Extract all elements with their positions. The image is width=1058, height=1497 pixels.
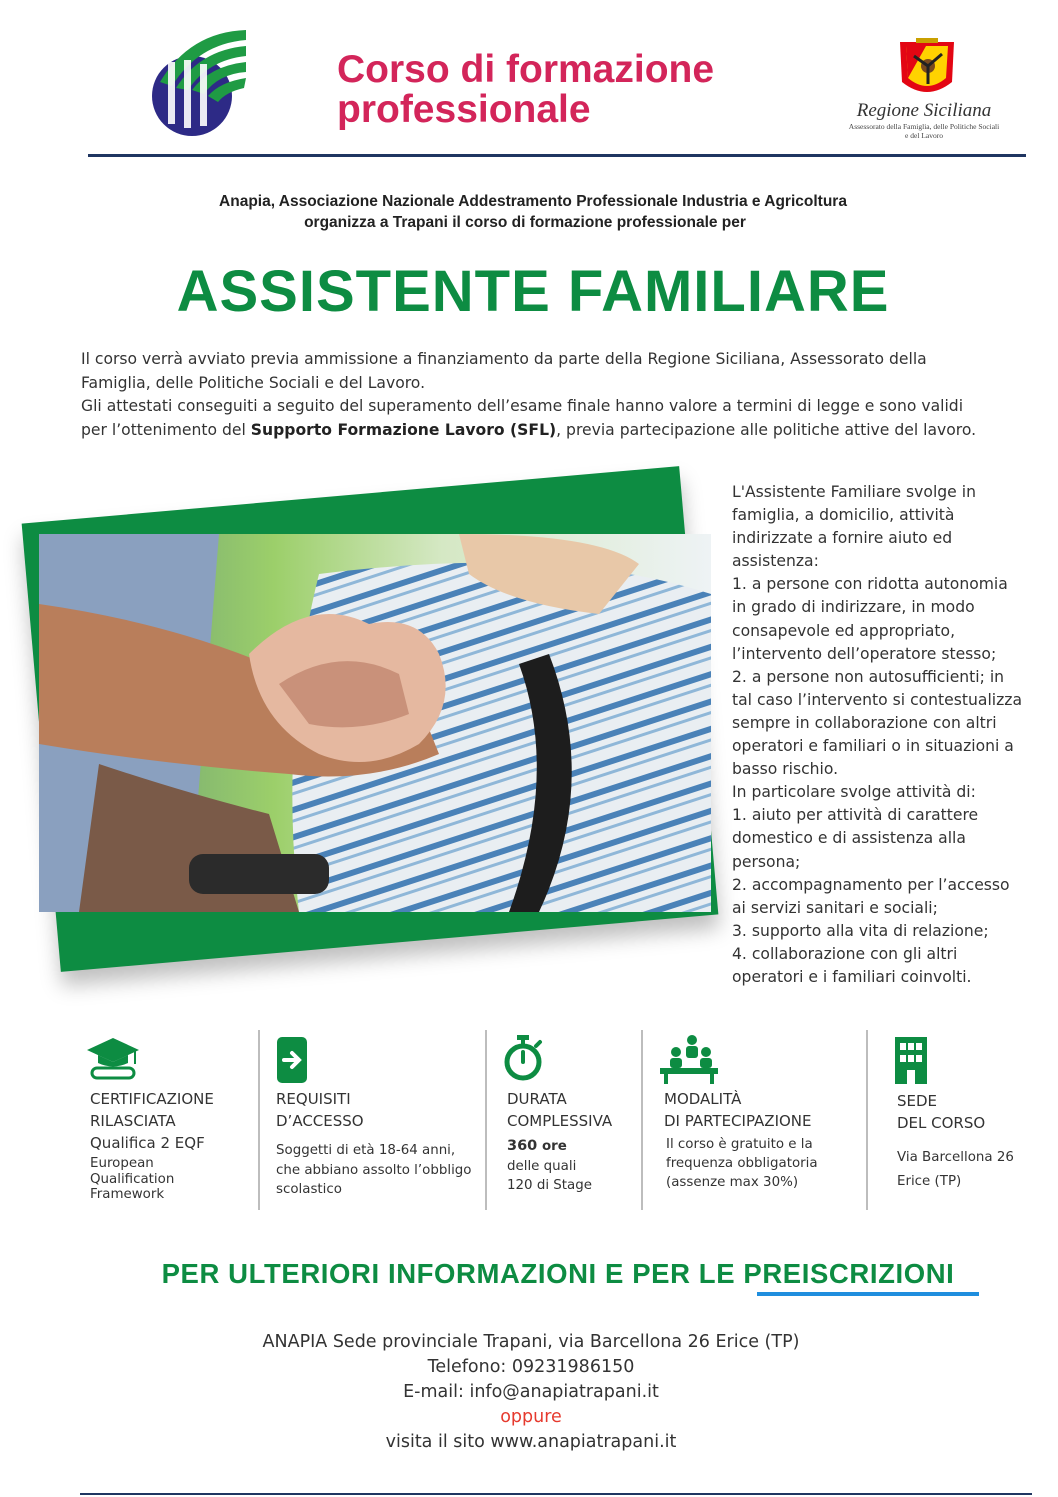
dur-hours-value: 360 <box>507 1138 538 1154</box>
building-icon <box>894 1036 928 1084</box>
req-detail <box>276 1141 472 1200</box>
dur-hours <box>507 1137 592 1157</box>
description-line: famiglia, a domicilio, attività <box>732 506 955 525</box>
cert-heading <box>90 1088 214 1154</box>
arrow-right-icon <box>276 1036 308 1084</box>
cert-detail-line: Framework <box>90 1187 165 1202</box>
preiscrizioni-underline <box>757 1292 979 1296</box>
description-line: 2. a persone non autosufficienti; in <box>732 667 1005 686</box>
description-line: ai servizi sanitari e sociali; <box>732 898 938 917</box>
description-line: indirizzate a fornire aiuto ed <box>732 529 953 548</box>
dur-heading-line: COMPLESSIVA <box>507 1112 613 1130</box>
contact-website[interactable]: visita il sito www.anapiatrapani.it <box>385 1432 677 1452</box>
req-detail-line: Soggetti di età 18-64 anni, <box>276 1143 456 1158</box>
description-line: sempre in collaborazione con altri <box>732 713 997 732</box>
contact-oppure: oppure <box>500 1407 562 1427</box>
description-line: in grado di indirizzare, in modo <box>732 598 975 617</box>
header-title: Corso di formazione professionale <box>337 48 715 131</box>
description-line: 4. collaborazione con gli altri <box>732 944 958 963</box>
contact-email[interactable]: E-mail: info@anapiatrapani.it <box>403 1382 659 1402</box>
cert-detail-line: Qualification <box>90 1171 175 1187</box>
dur-hours-unit: ore <box>537 1139 567 1154</box>
description-line: L'Assistente Familiare svolge in <box>732 483 976 501</box>
dur-heading <box>507 1088 612 1132</box>
description-line: domestico e di assistenza alla <box>732 829 966 848</box>
intro-line-1: Anapia, Associazione Nazionale Addestramento Professionale Industria e Agricoltura <box>219 193 847 210</box>
cert-heading-line: RILASCIATA <box>90 1112 176 1130</box>
req-detail-line: scolastico <box>276 1182 342 1197</box>
footer-divider <box>80 1493 1032 1495</box>
intro-paragraph <box>81 348 1056 442</box>
req-heading-line: D’ACCESSO <box>276 1112 364 1130</box>
paragraph-line <box>81 419 1056 443</box>
description-line: operatori e familiari o in situazioni a <box>732 737 1014 756</box>
sede-city: Erice (TP) <box>897 1174 962 1189</box>
graduation-cap-icon <box>86 1036 140 1082</box>
mod-heading-line: MODALITÀ <box>664 1090 742 1108</box>
cert-heading-line: CERTIFICAZIONE <box>90 1090 214 1108</box>
contact-address: ANAPIA Sede provinciale Trapani, via Barcellona 26 Erice (TP) <box>262 1332 800 1352</box>
stopwatch-icon <box>502 1034 544 1082</box>
description-line: In particolare svolge attività di: <box>732 783 976 802</box>
mod-heading-line: DI PARTECIPAZIONE <box>664 1112 812 1130</box>
dur-detail-line: 120 di Stage <box>507 1178 592 1193</box>
description-line: consapevole ed appropriato, <box>732 621 956 640</box>
cert-qualification: Qualifica 2 EQF <box>90 1134 205 1152</box>
role-description <box>732 481 1054 989</box>
column-divider <box>485 1030 487 1210</box>
regione-subtitle: Assessorato della Famiglia, delle Politiche Sociali e del Lavoro <box>848 122 1000 140</box>
mod-heading <box>664 1088 812 1132</box>
dur-detail-line: delle quali <box>507 1158 577 1174</box>
dur-detail <box>507 1137 592 1196</box>
sede-heading <box>897 1090 985 1134</box>
cta-text: PER ULTERIORI INFORMAZIONI E PER LE <box>161 1258 744 1289</box>
req-heading-line: REQUISITI <box>276 1090 351 1108</box>
paragraph-text: per l’ottenimento del <box>81 420 251 439</box>
classroom-icon <box>658 1034 720 1084</box>
paragraph-line: Gli attestati conseguiti a seguito del superamento dell’esame finale hanno valore a termini di legge e sono validi <box>81 397 964 415</box>
sede-address: Via Barcellona 26 <box>897 1150 1014 1165</box>
req-heading <box>276 1088 364 1132</box>
cert-detail <box>90 1156 174 1203</box>
holding-hands-photo <box>39 534 711 912</box>
req-detail-line: che abbiano assolto l’obbligo <box>276 1162 472 1178</box>
description-line: 3. supporto alla vita di relazione; <box>732 921 989 940</box>
cert-detail-line: European <box>90 1156 154 1171</box>
mod-detail-line: (assenze max 30%) <box>666 1175 799 1190</box>
paragraph-line: Famiglia, delle Politiche Sociali e del Lavoro. <box>81 373 426 392</box>
mod-detail <box>666 1135 818 1192</box>
regione-name: Regione Siciliana <box>856 100 992 121</box>
paragraph-line: Il corso verrà avviato previa ammissione a finanziamento da parte della Regione Siciliana, Assessorato della <box>81 350 927 368</box>
contact-phone[interactable]: Telefono: 09231986150 <box>427 1357 635 1377</box>
header-divider <box>88 154 1026 157</box>
description-line: persona; <box>732 852 801 871</box>
column-divider <box>866 1030 868 1210</box>
description-line: assistenza: <box>732 552 819 571</box>
dur-heading-line: DURATA <box>507 1090 567 1108</box>
preiscrizioni-link[interactable]: PREISCRIZIONI <box>743 1258 955 1289</box>
description-line: basso rischio. <box>732 760 839 779</box>
description-line: operatori e i familiari coinvolti. <box>732 967 972 986</box>
anapia-logo <box>150 24 250 140</box>
paragraph-text: , previa partecipazione alle politiche attive del lavoro. <box>556 420 977 439</box>
description-line: 1. a persone con ridotta autonomia <box>732 575 1008 594</box>
description-line: tal caso l’intervento si contestualizza <box>732 690 1023 709</box>
cta-heading <box>0 1258 1058 1290</box>
column-divider <box>641 1030 643 1210</box>
description-line: 2. accompagnamento per l’accesso <box>732 875 1010 894</box>
intro-line-2: organizza a Trapani il corso di formazione professionale per <box>304 214 746 231</box>
description-line: 1. aiuto per attività di carattere <box>732 806 979 825</box>
mod-detail-line: frequenza obbligatoria <box>666 1156 818 1171</box>
description-line: l’intervento dell’operatore stesso; <box>732 644 997 663</box>
mod-detail-line: Il corso è gratuito e la <box>666 1137 813 1152</box>
course-title: ASSISTENTE FAMILIARE <box>176 259 890 324</box>
sede-heading-line: DEL CORSO <box>897 1114 986 1132</box>
sede-detail <box>897 1146 1014 1194</box>
sfl-highlight: Supporto Formazione Lavoro (SFL) <box>250 420 557 439</box>
column-divider <box>258 1030 260 1210</box>
sede-heading-line: SEDE <box>897 1092 938 1110</box>
